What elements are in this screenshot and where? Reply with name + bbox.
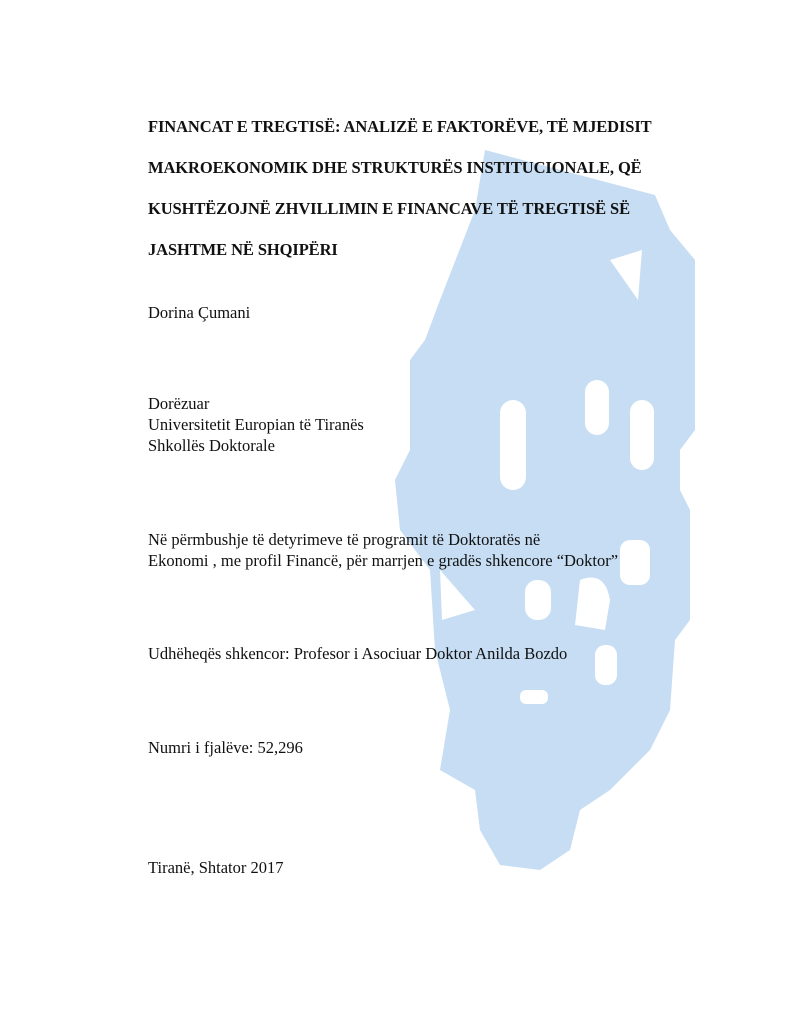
thesis-title [148, 106, 748, 270]
fulfillment-statement [148, 529, 618, 571]
submission-block [148, 393, 364, 456]
submission-line: Dorëzuar [148, 394, 210, 413]
author-name: Dorina Çumani [148, 303, 251, 322]
submission-line: Universitetit Europian të Tiranës [148, 415, 364, 434]
word-count: Numri i fjalëve: 52,296 [148, 738, 303, 757]
place-and-date: Tiranë, Shtator 2017 [148, 858, 284, 877]
title-line: MAKROEKONOMIK DHE STRUKTURËS INSTITUCIONALE, QË [148, 158, 642, 177]
title-line: KUSHTËZOJNË ZHVILLIMIN E FINANCAVE TË TREGTISË SË [148, 199, 630, 218]
fulfillment-line: Në përmbushje të detyrimeve të programit të Doktoratës në [148, 530, 541, 549]
title-line: FINANCAT E TREGTISË: ANALIZË E FAKTORËVE, TË MJEDISIT [148, 117, 652, 136]
supervisor-line: Udhëheqës shkencor: Profesor i Asociuar Doktor Anilda Bozdo [148, 644, 568, 663]
fulfillment-line: Ekonomi , me profil Financë, për marrjen e gradës shkencore “Doktor” [148, 551, 619, 570]
title-line: JASHTME NË SHQIPËRI [148, 240, 338, 259]
submission-line: Shkollës Doktorale [148, 436, 275, 455]
